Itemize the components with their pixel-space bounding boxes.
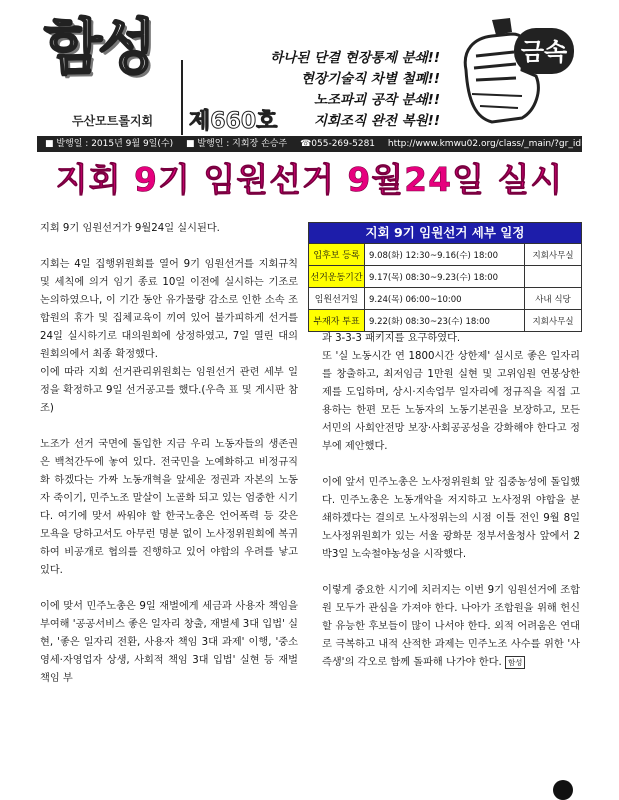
slogan: 현장기술직 차별 철폐!! [300, 71, 440, 87]
schedule-table [308, 222, 582, 332]
schedule-label: 입후보 등록 [309, 244, 365, 265]
slogan: 지회조직 완전 복원!! [313, 113, 440, 129]
paragraph: 노조가 선거 국면에 돌입한 지금 우리 노동자들의 생존권은 백척간두에 놓여 있다. 전국민을 노예화하고 비정규직화 하겠다는 가짜 노동개혁을 앞세운 정권과 자본의 노동자 죽이기, 민주노조 말살이 노골화 되고 있는 엄중한 시기다. 여기에 맞서 싸워야 할 한국노총은 언어폭력 등 갖은 모욕을 당하고서도 아무런 명분 없이 노사정위원회에 복귀하여 비공개로 협의를 진행하고 있어 야합의 우려를 낳고 있다. [40, 439, 298, 576]
masthead-subtitle: 두산모트롤지회 [72, 114, 154, 128]
website-url: http://www.kmwu02.org/class/_main/?gr_id=040 [387, 139, 606, 149]
union-fist-logo [452, 10, 580, 128]
paragraph: 이에 맞서 민주노총은 9일 재벌에게 세금과 사용자 책임을 부여해 '공공서비스 좋은 일자리 창출, 재벌세 3대 입법' 실현, '좋은 일자리 전환, 사용자 책임 3대 과제' 이행, '중소영세·자영업자 상생, 사회적 책임 3대 입법' 실현 등 재벌책임 부 [40, 601, 298, 684]
page-number-badge [553, 780, 573, 800]
schedule-place [525, 266, 581, 287]
schedule-period: 9.22(화) 08:30~23(수) 18:00 [365, 310, 525, 331]
schedule-label: 임원선거일 [309, 288, 365, 309]
logo-text: 금속 [520, 38, 568, 66]
schedule-label: 선거운동기간 [309, 266, 365, 287]
closing-text: 이렇게 중요한 시기에 치러지는 이번 9기 임원선거에 조합원 모두가 관심을 가져야 한다. 나아가 조합원을 위해 헌신할 유능한 후보들이 많이 나서야 한다. 외적 어려움은 연대로 극복하고 내적 산적한 과제는 민주노조 사수를 위한 '사즉생'의 각오로 함께 돌파해 나가야 한다. [322, 585, 580, 668]
headline: 지회 9기 임원선거 9월24일 실시 [55, 160, 564, 199]
schedule-period: 9.24(목) 06:00~10:00 [365, 288, 525, 309]
schedule-label: 부재자 투표 [309, 310, 365, 331]
article-right-column [322, 330, 580, 672]
schedule-row [309, 309, 581, 331]
paragraph: 또 '실 노동시간 연 1800시간 상한제' 실시로 좋은 일자리를 창출하고, 최저임금 1만원 실현 및 고위임원 연봉상한제를 도입하며, 상시·지속업무 일자리에 정규직을 직접 고용하는 한편 모든 노동자의 노동기본권을 보장하고, 모든 서민의 사회안전망 보장·사회공공성을 강화해야 한다고 정부에 제안했다. [322, 351, 580, 452]
schedule-row [309, 265, 581, 287]
end-tag: 함성 [505, 656, 526, 669]
paragraph: 지회 9기 임원선거가 9월24일 실시된다. [40, 223, 220, 234]
schedule-title: 지회 9기 임원선거 세부 일정 [309, 223, 581, 243]
publisher: ■ 발행인 : 지회장 손승주 [185, 139, 288, 149]
article-left-column [40, 220, 298, 688]
schedule-place: 지회사무실 [532, 316, 574, 327]
paragraph [322, 582, 580, 672]
schedule-place: 사내 식당 [535, 294, 571, 305]
slogan: 하나된 단결 현장통제 분쇄!! [270, 50, 440, 66]
schedule-row [309, 287, 581, 309]
phone: ☎055-269-5281 [300, 139, 376, 149]
masthead-divider [181, 60, 183, 135]
slogan-list [270, 48, 440, 132]
schedule-row [309, 243, 581, 265]
issue-number: 제660호 [189, 109, 278, 134]
paragraph: 지회는 4일 집행위원회를 열어 9기 임원선거를 지회규칙 및 세칙에 의거 임기 종료 10일 이전에 실시하는 기조로 논의하였으나, 이 기간 동안 유가물량 감소로 인한 소속 조합원의 휴가 및 집체교육이 끼여 있어 불가피하게 선거를 24일 실시하기로 대의원회에 상정하였고, 7일 열린 대의원회의에서 최종 확정했다. [40, 259, 298, 360]
paragraph: 이에 앞서 민주노총은 노사정위원회 앞 집중농성에 돌입했다. 민주노총은 노동개악을 저지하고 노사정위 야합을 분쇄하겠다는 결의로 노사정위는의 시점 이틀 전인 9월 8일 노사정위원회가 있는 서울 광화문 정부서울청사 앞에서 2박3일 노숙철야농성을 시작했다. [322, 477, 580, 560]
paragraph: 과 3-3-3 패키지를 요구하였다. [322, 333, 461, 344]
schedule-place: 지회사무실 [532, 250, 574, 261]
masthead-title: 함성 [44, 13, 152, 83]
slogan: 노조파괴 공작 분쇄!! [313, 92, 440, 108]
schedule-period: 9.17(목) 08:30~9.23(수) 18:00 [365, 266, 525, 287]
info-bar [37, 136, 606, 152]
schedule-period: 9.08(화) 12:30~9.16(수) 18:00 [365, 244, 525, 265]
paragraph: 이에 따라 지회 선거관리위원회는 임원선거 관련 세부 일정을 확정하고 9일 선거공고를 했다.(우측 표 및 게시판 참조) [40, 367, 298, 414]
publish-date: ■ 발행일 : 2015년 9월 9일(수) [45, 139, 174, 149]
